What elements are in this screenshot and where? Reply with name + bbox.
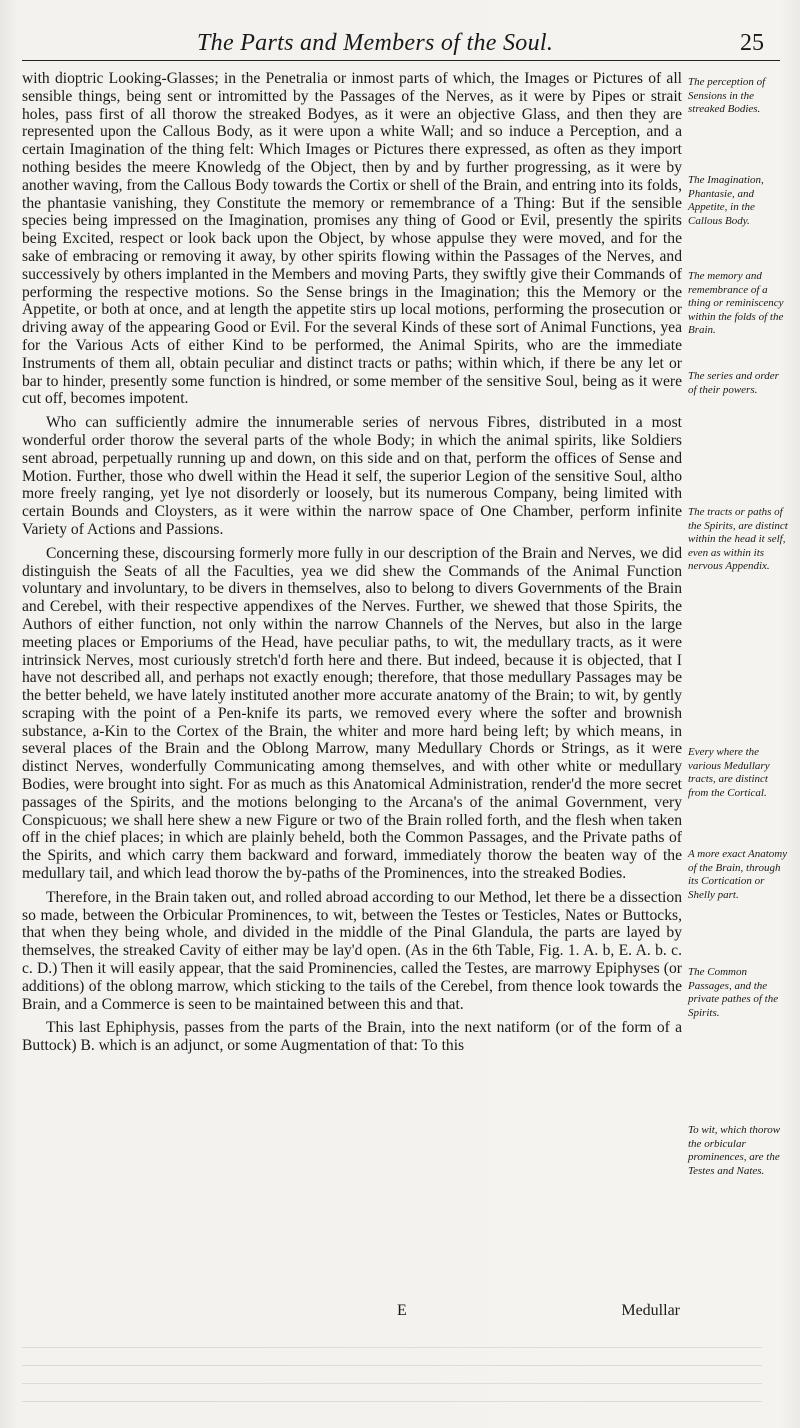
- paragraph: Concerning these, discoursing formerly more fully in our description of the Brain and Nerves, we did distinguish the Seats of all the Faculties, yea we did shew the Commands of the Animal Function voluntary and involuntary, to be divers in themselves, also to belong to divers Governments of the Brain and Cerebel, with their respective appendixes of the Nerves. Further, we shewed that those Spirits, the Authors of either function, not only within the narrow Channels of the Nerves, but also in the large meeting places or Emporiums of the Head, have peculiar paths, to wit, the medullary tracts, as it were intrinsick Nerves, most curiously stretch'd forth here and there. But indeed, because it is objected, that I have not described all, and perhaps not exactly enough; therefore, that those medullary Passages may be the better beheld, we have lately instituted another more accurate anatomy of the Brain; to wit, by gently scraping with the point of a Pen-knife its parts, we removed every where the softer and brownish substance, a-Kin to the Cortex of the Brain, the whiter and more hard being left; by which means, in several places of the Brain and the Oblong Marrow, many Medullary Chords or Strings, as it were distinct Nerves, wonderfully Communicating among themselves, and with other white or medullary Bodies, were brought into sight. For as much as this Anatomical Administration, render'd the more secret passages of the Spirits, and the motions belonging to the Arcana's of the animal Government, very Conspicuous; we shall here shew a new Figure or two of the Brain rolled forth, and the flesh when taken off in the chief places; in which are plainly beheld, both the Common Passages, and the Private paths of the Spirits, and which carry them backward and forward, immediately thorow the beaten way of the medullary tail, and which lead thorow the by-paths of the Prominences, into the streaked Bodies.: [22, 544, 682, 883]
- margin-note: To wit, which thorow the orbicular prominences, are the Testes and Nates.: [688, 1124, 781, 1177]
- margin-note: The tracts or paths of the Spirits, are distinct within the head it self, even as within its nervous Appendix.: [688, 506, 788, 573]
- margin-note: The series and order of their powers.: [688, 370, 779, 396]
- margin-note: Every where the various Medullary tracts, are distinct from the Cortical.: [688, 746, 770, 799]
- main-text-column: [22, 70, 682, 1061]
- margin-note: The perception of Sensions in the streaked Bodies.: [688, 76, 766, 116]
- running-title: The Parts and Members of the Soul.: [197, 30, 554, 56]
- page-number: 25: [740, 30, 764, 56]
- paragraph: with dioptric Looking-Glasses; in the Penetralia or inmost parts of which, the Images or Pictures of all sensible things, being sent or intromitted by the Passages of the Nerves, as it were by Pipes or strait holes, pass first of all thorow the streaked Bodyes, as it were an objective Glass, and then they are represented upon the Callous Body, as it were upon a white Wall; and so induce a Perception, and a certain Imagination of the thing felt: Which Images or Pictures there expressed, as often as they import nothing besides the meere Knowledg of the Object, then by and by further progressing, as it were by another waving, from the Callous Body towards the Cortix or shell of the Brain, and entring into its folds, the phantasie vanishing, they Constitute the memory or remembrance of a Thing: But if the sensible species being impressed on the Imagination, promises any thing of Good or Evil, presently the spirits being Excited, respect or look back upon the Object, by whose appulse they were moved, and for the sake of embracing or removing it away, by other spirits flowing within the Passages of the Nerves, and successively by others implanted in the Members and moving Parts, they swiftly give their Commands of performing the respective motions. So the Sense brings in the Imagination; this the Memory or the Appetite, or both at once, and at length the appetite stirs up local motions, performing the prosecution or driving away of the appearing Good or Evil. For the several Kinds of these sort of Animal Functions, yea for the Various Acts of either Kind to be performed, the Animal Spirits, who are the immediate Instruments of them all, obtain peculiar and distinct tracts or paths; within which, if there be any let or bar to hinder, presently some function is hindred, or some member of the sensitive Soul, being as it were cut off, becomes impotent.: [22, 70, 682, 408]
- paragraph: This last Ephiphysis, passes from the parts of the Brain, into the next natiform (or of the form of a Buttock) B. which is an adjunct, or some Augmentation of that: To this: [22, 1019, 682, 1055]
- paragraph: Therefore, in the Brain taken out, and rolled abroad according to our Method, let there be a dissection so made, between the Orbicular Prominences, to wit, between the Testes or Testicles, Nates or Buttocks, that when they being whole, and divided in the middle of the Pinal Glandula, the parts are layed by themselves, the streaked Cavity of either may be lay'd open. (As in the 6th Table, Fig. 1. A. b, E. A. b. c. c. D.) Then it will easily appear, that the said Prominencies, called the Testes, are marrowy Epiphyses (or additions) of the oblong marrow, which sticking to the tails of the Cerebel, from thence look towards the Brain, and a Commerce is seen to be maintained between this and that.: [22, 888, 682, 1013]
- margin-note: The Common Passages, and the private pathes of the Spirits.: [688, 966, 779, 1019]
- show-through-bleed: [22, 1335, 762, 1405]
- catchword: Medullar: [621, 1302, 680, 1319]
- signature-mark: E: [397, 1302, 407, 1319]
- margin-note: The Imagination, Phantasie, and Appetite, in the Callous Body.: [688, 174, 764, 227]
- page-header: [22, 28, 780, 61]
- margin-note: The memory and remembrance of a thing or reminiscency within the folds of the Brain.: [688, 270, 784, 337]
- paragraph: Who can sufficiently admire the innumerable series of nervous Fibres, distributed in a most wonderful order thorow the several parts of the whole Body; in which the animal spirits, like Soldiers sent abroad, perpetually running up and down, on this side and on that, perform the offices of Sense and Motion. Further, those who dwell within the Head it self, the superior Legion of the sensitive Soul, altho more freely ranging, yet lye not disorderly or loosely, but its numerous Company, being limited with certain Bounds and Cloysters, as it were within the narrow space of One Chamber, perform infinite Variety of Actions and Passions.: [22, 414, 682, 538]
- margin-note: A more exact Anatomy of the Brain, through its Cortication or Shelly part.: [688, 848, 788, 901]
- page-footer: [22, 1302, 682, 1324]
